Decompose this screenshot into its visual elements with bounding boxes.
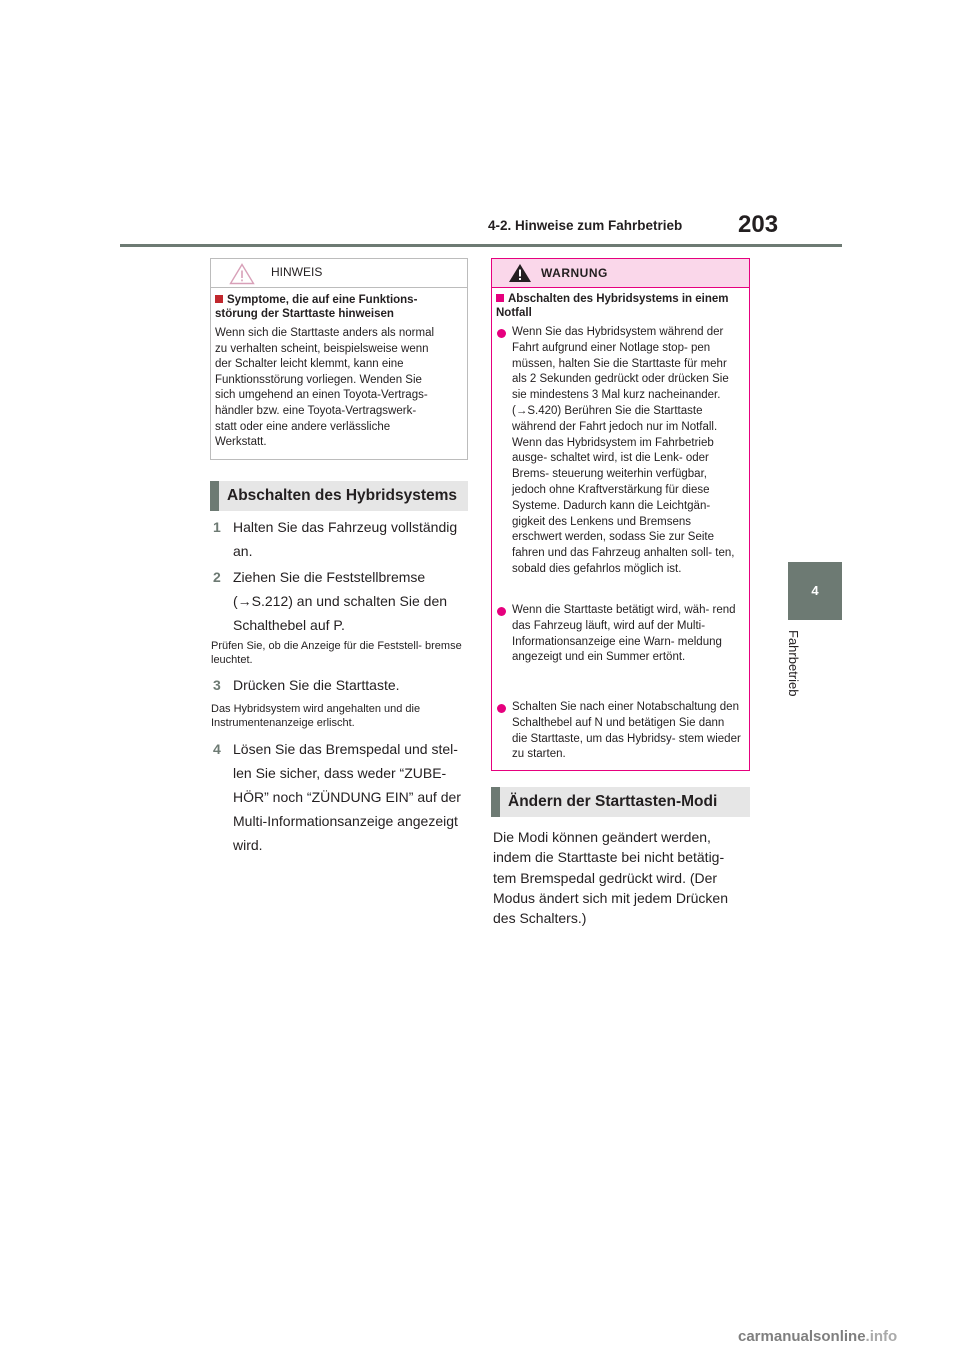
warning-bullet: Wenn Sie das Hybridsystem während der Fahrt aufgrund einer Notlage stop- pen müssen, halten Sie die Starttaste für mehr als 2 Sekunden gedrückt oder drücken Sie sie mindestens 3 Mal kurz nacheinander. (→S.420) Berühren Sie die Starttaste während der Fahrt jedoch nur im Notfall. Wenn das Hybridsystem im Fahrbetrieb ausge- schaltet wird, ist die Lenk- oder Brems- steuerung weiterhin verfügbar, jedoch ohne Kraftverstärkung für diese Systeme. Dadurch kann die Leichtgän- gigkeit des Lenkens und Bremsens erschwert werden, sodass Sie zur Seite fahren und das Fahrzeug anhalten soll- ten, sobald dies gefahrlos möglich ist. [497,325,741,578]
header-divider [120,244,842,247]
step-2-note: Prüfen Sie, ob die Anzeige für die Feststell- bremse leuchtet. [211,640,462,666]
warning-box [491,258,750,771]
section-heading-start-modes: Ändern der Starttasten-Modi [491,787,750,817]
warning-subheading: Abschalten des Hybridsystems in einem Notfall [496,293,729,319]
warning-bullet: Schalten Sie nach einer Notabschaltung den Schalthebel auf N und betätigen Sie dann die Starttaste, um das Hybridsy- stem wieder zu starten. [497,700,741,763]
caution-triangle-icon [229,263,255,285]
notice-header [211,259,467,288]
step-1: 1 Halten Sie das Fahrzeug vollständig an. [213,519,458,559]
warning-triangle-icon [508,263,532,283]
section-title: 4-2. Hinweise zum Fahrbetrieb [488,218,683,233]
chapter-number: 4 [811,583,819,598]
notice-box [210,258,468,460]
step-3-note: Das Hybridsystem wird angehalten und die Instrumentenanzeige erlischt. [211,703,421,729]
warning-bullet: Wenn die Starttaste betätigt wird, wäh- rend das Fahrzeug läuft, wird auf der Multi-Informationsanzeige eine Warn- meldung angezeigt und ein Summer ertönt. [497,603,741,666]
warning-header [492,259,749,288]
start-modes-paragraph: Die Modi können geändert werden, indem die Starttaste bei nicht betätig- tem Bremspedal gedrückt wird. (Der Modus ändert sich mit jedem Drücken des Schalters.) [493,829,728,927]
circle-bullet-icon [497,329,506,338]
circle-bullet-icon [497,607,506,616]
warning-title: WARNUNG [541,266,608,280]
watermark: carmanualsonline.info [738,1328,898,1345]
notice-subheading: Symptome, die auf eine Funktions- störung der Starttaste hinweisen [215,294,418,320]
step-4: 4 Lösen Sie das Bremspedal und stel- len Sie sicher, dass weder “ZUBE- HÖR” noch “ZÜNDUNG EIN” auf der Multi-Informationsanzeige angezeigt wird. [213,741,461,853]
step-3: 3 Drücken Sie die Starttaste. [213,677,400,693]
square-bullet-icon [215,295,223,303]
circle-bullet-icon [497,704,506,713]
chapter-label: Fahrbetrieb [786,630,801,697]
square-bullet-icon [496,294,504,302]
notice-body: Wenn sich die Starttaste anders als normal zu verhalten scheint, beispielsweise wenn der Schalter leicht klemmt, kann eine Funktionsstörung vorliegen. Wenden Sie sich umgehend an einen Toyota-Vertrags- händler bzw. eine Toyota-Vertragswerk- statt oder eine andere verlässliche Werkstatt. [215,327,435,449]
notice-title: HINWEIS [271,265,323,279]
section-heading-shutdown: Abschalten des Hybridsystems [210,481,468,511]
page-number: 203 [738,211,779,238]
step-2: 2 Ziehen Sie die Feststellbremse (→S.212) an und schalten Sie den Schalthebel auf P. [213,569,448,633]
